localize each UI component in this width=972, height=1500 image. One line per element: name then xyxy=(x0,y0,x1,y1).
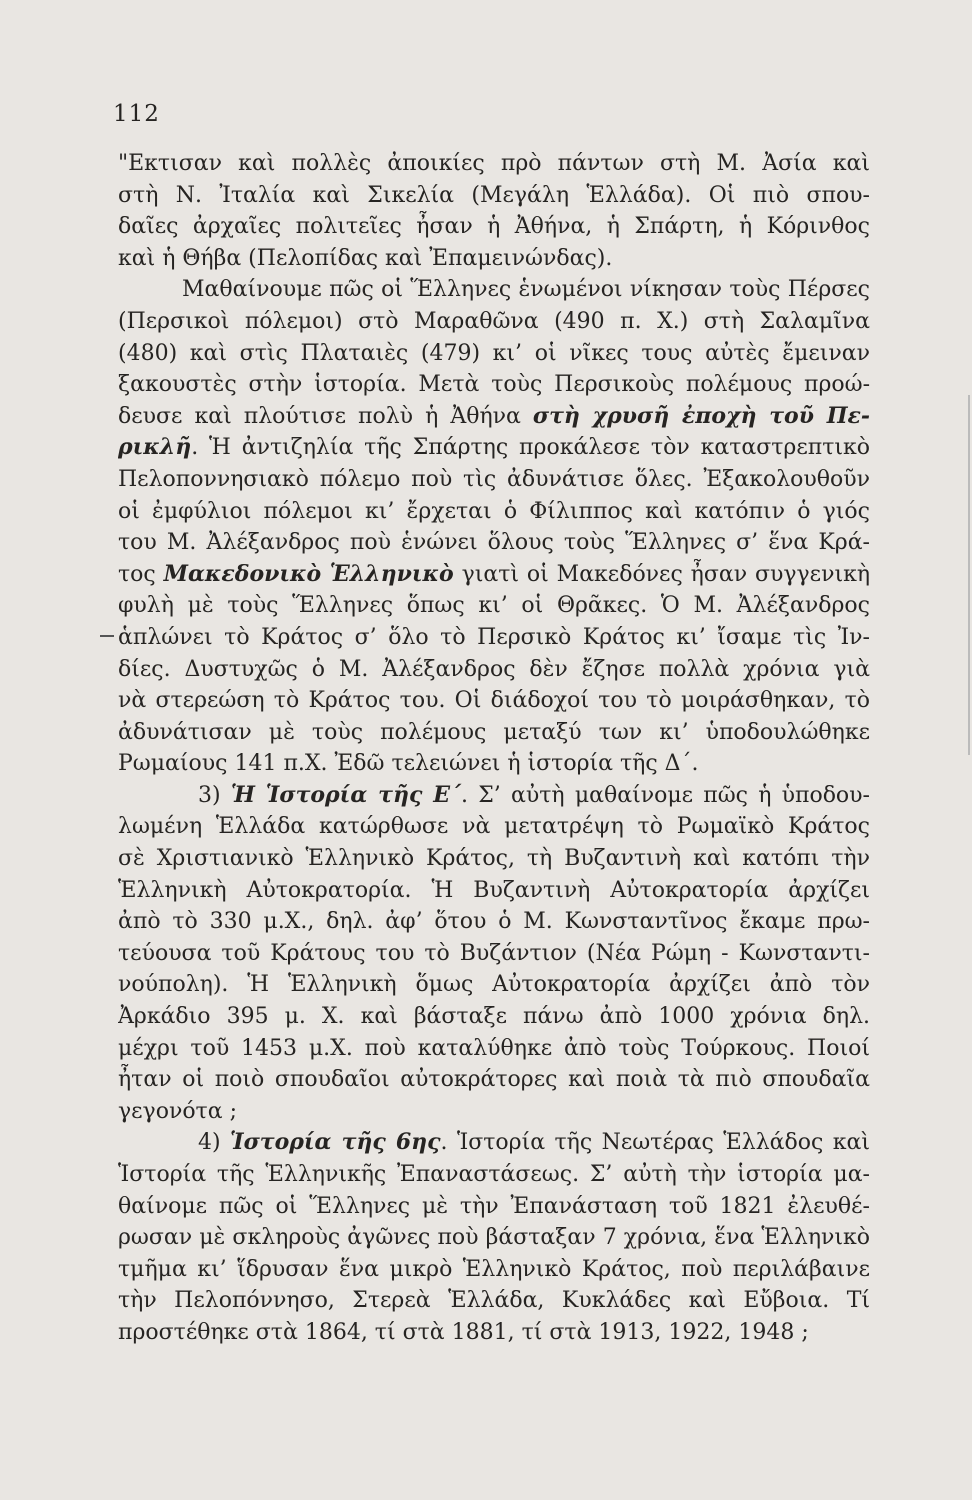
text-segment: Πελοποννησιακὸ πόλεμο ποὺ τὶς ἀδυνάτισε ὅλες. Ἐξακολουθοῦν xyxy=(118,466,870,492)
text-line xyxy=(118,780,870,812)
margin-mark xyxy=(100,635,114,637)
text-line xyxy=(118,1317,870,1349)
text-segment: μέχρι τοῦ 1453 μ.Χ. ποὺ καταλύθηκε ἀπὸ τοὺς Τούρκους. Ποιοί xyxy=(118,1035,870,1061)
text-segment: καὶ ἡ Θήβα (Πελοπίδας καὶ Ἐπαμεινώνδας). xyxy=(118,245,613,271)
text-line xyxy=(118,369,870,401)
text-segment: ἀδυνάτισαν μὲ τοὺς πολέμους μεταξύ των κι’ ὑποδουλώθηκε xyxy=(118,719,870,745)
text-segment: 4) xyxy=(198,1130,230,1156)
text-segment: (Περσικοὶ πόλεμοι) στὸ Μαραθῶνα (490 π. Χ.) στὴ Σαλαμῖνα xyxy=(118,308,870,334)
text-segment: τεύουσα τοῦ Κράτους του τὸ Βυζάντιον (Νέα Ρώμη - Κωνσταντι- xyxy=(118,940,870,966)
emphasized-text: Μακεδονικὸ Ἑλληνικὸ xyxy=(163,560,454,587)
text-segment: γεγονότα ; xyxy=(118,1098,237,1124)
text-line xyxy=(118,559,870,591)
text-line xyxy=(118,1254,870,1286)
text-line xyxy=(118,969,870,1001)
text-segment: Ἀρκάδιο 395 μ. Χ. καὶ βάσταξε πάνω ἀπὸ 1000 χρόνια δηλ. xyxy=(118,1004,870,1030)
text-line xyxy=(118,432,870,464)
text-segment: τος xyxy=(118,561,164,587)
text-line xyxy=(118,748,870,780)
text-line xyxy=(118,338,870,370)
text-line xyxy=(118,401,870,433)
text-line xyxy=(118,1033,870,1065)
text-segment: ἁπλώνει τὸ Κράτος σ’ ὅλο τὸ Περσικὸ Κράτος κι’ ἴσαμε τὶς Ἰν- xyxy=(118,624,870,650)
text-segment: προστέθηκε στὰ 1864, τί στὰ 1881, τί στὰ 1913, 1922, 1948 ; xyxy=(118,1319,809,1345)
text-line xyxy=(118,1191,870,1223)
text-segment: στὴ Ν. Ἰταλία καὶ Σικελία (Μεγάλη Ἑλλάδα). Οἱ πιὸ σπου- xyxy=(118,182,870,208)
text-segment: ἦταν οἱ ποιὸ σπουδαῖοι αὐτοκράτορες καὶ ποιὰ τὰ πιὸ σπουδαῖα xyxy=(118,1067,870,1093)
page-number: 112 xyxy=(113,101,160,127)
text-segment: "Εκτισαν καὶ πολλὲς ἀποικίες πρὸ πάντων στὴ Μ. Ἀσία καὶ xyxy=(118,151,870,176)
text-segment: Ἱστορία τῆς Ἑλληνικῆς Ἐπαναστάσεως. Σ’ αὐτὴ τὴν ἱστορία μα- xyxy=(118,1162,870,1187)
text-segment: Μαθαίνουμε πῶς οἱ Ἕλληνες ἑνωμένοι νίκησαν τοὺς Πέρσες xyxy=(182,277,870,303)
text-line xyxy=(118,1222,870,1254)
text-segment: (480) καὶ στὶς Πλαταιὲς (479) κι’ οἱ νῖκες τους αὐτὲς ἔμειναν xyxy=(118,340,870,366)
text-line xyxy=(118,211,870,243)
text-line xyxy=(118,274,870,306)
text-segment: δευσε καὶ πλούτισε πολὺ ἡ Ἀθήνα xyxy=(118,403,533,429)
text-segment: ἀπὸ τὸ 330 μ.Χ., δηλ. ἀφ’ ὅτου ὁ Μ. Κωνσταντῖνος ἔκαμε πρω- xyxy=(118,909,870,935)
text-line xyxy=(118,527,870,559)
text-line xyxy=(118,1159,870,1191)
text-line xyxy=(118,811,870,843)
text-line xyxy=(118,622,870,654)
text-line xyxy=(118,1096,870,1128)
text-segment: Ρωμαίους 141 π.Χ. Ἐδῶ τελειώνει ἡ ἱστορία τῆς Δ΄. xyxy=(118,751,699,777)
text-line xyxy=(118,906,870,938)
text-line xyxy=(118,180,870,212)
text-line xyxy=(118,875,870,907)
text-segment: γιατὶ οἱ Μακεδόνες ἦσαν συγγενικὴ xyxy=(453,561,870,587)
text-segment: ξακουστὲς στὴν ἱστορία. Μετὰ τοὺς Περσικοὺς πολέμους προώ- xyxy=(118,372,870,398)
emphasized-text: ρικλῆ xyxy=(118,434,192,461)
text-segment: τὴν Πελοπόννησο, Στερεὰ Ἑλλάδα, Κυκλάδες καὶ Εὔβοια. Τί xyxy=(118,1288,870,1314)
page-edge-shadow xyxy=(968,395,970,755)
emphasized-text: Ἡ Ἱστορία τῆς Ε΄ xyxy=(230,781,462,808)
text-segment: λωμένη Ἑλλάδα κατώρθωσε νὰ μετατρέψη τὸ Ρωμαϊκὸ Κράτος xyxy=(118,814,870,840)
text-segment: σὲ Χριστιανικὸ Ἑλληνικὸ Κράτος, τὴ Βυζαντινὴ καὶ κατόπι τὴν xyxy=(118,846,870,872)
emphasized-text: Ἱστορία τῆς 6ης xyxy=(230,1129,441,1156)
text-line xyxy=(118,496,870,528)
text-segment: 3) xyxy=(198,782,231,808)
text-segment: του Μ. Ἀλέξανδρος ποὺ ἑνώνει ὅλους τοὺς Ἕλληνες σ’ ἕνα Κρά- xyxy=(118,530,870,556)
text-segment: νούπολη). Ἡ Ἑλληνικὴ ὅμως Αὐτοκρατορία ἀρχίζει ἀπὸ τὸν xyxy=(118,972,870,998)
text-segment: ρωσαν μὲ σκληροὺς ἀγῶνες ποὺ βάσταξαν 7 χρόνια, ἕνα Ἑλληνικὸ xyxy=(118,1225,870,1251)
text-line xyxy=(118,1001,870,1033)
text-segment: φυλὴ μὲ τοὺς Ἕλληνες ὅπως κι’ οἱ Θρᾶκες. Ὁ Μ. Ἀλέξανδρος xyxy=(118,593,870,619)
text-line xyxy=(118,717,870,749)
text-line xyxy=(118,938,870,970)
text-line xyxy=(118,843,870,875)
text-line xyxy=(118,685,870,717)
text-segment: δαῖες ἀρχαῖες πολιτεῖες ἦσαν ἡ Ἀθήνα, ἡ Σπάρτη, ἡ Κόρινθος xyxy=(118,214,870,240)
body-text xyxy=(118,148,870,1349)
text-segment: θαίνομε πῶς οἱ Ἕλληνες μὲ τὴν Ἐπανάσταση τοῦ 1821 ἐλευθέ- xyxy=(118,1193,870,1219)
text-segment: τμῆμα κι’ ἵδρυσαν ἕνα μικρὸ Ἑλληνικὸ Κράτος, ποὺ περιλάβαινε xyxy=(118,1256,870,1282)
text-line xyxy=(118,590,870,622)
text-segment: οἱ ἐμφύλιοι πόλεμοι κι’ ἔρχεται ὁ Φίλιππος καὶ κατόπιν ὁ γιός xyxy=(118,498,870,524)
text-segment: . Ἱστορία τῆς Νεωτέρας Ἑλλάδος καὶ xyxy=(440,1130,870,1156)
text-segment: νὰ στερεώση τὸ Κράτος του. Οἱ διάδοχοί του τὸ μοιράσθηκαν, τὸ xyxy=(118,688,870,714)
text-line xyxy=(118,243,870,275)
text-line xyxy=(118,1064,870,1096)
text-segment: . Ἡ ἀντιζηλία τῆς Σπάρτης προκάλεσε τὸν καταστρεπτικὸ xyxy=(191,435,870,461)
text-line xyxy=(118,148,870,180)
text-segment: . Σ’ αὐτὴ μαθαίνομε πῶς ἡ ὑποδου- xyxy=(461,782,870,808)
text-segment: Ἑλληνικὴ Αὐτοκρατορία. Ἡ Βυζαντινὴ Αὐτοκρατορία ἀρχίζει xyxy=(118,877,870,903)
text-line xyxy=(118,1127,870,1159)
emphasized-text: στὴ χρυσῆ ἐποχὴ τοῦ Πε- xyxy=(532,402,870,429)
text-segment: δίες. Δυστυχῶς ὁ Μ. Ἀλέξανδρος δὲν ἔζησε πολλὰ χρόνια γιὰ xyxy=(118,656,870,682)
text-line xyxy=(118,464,870,496)
text-line xyxy=(118,654,870,686)
text-line xyxy=(118,1285,870,1317)
text-line xyxy=(118,306,870,338)
